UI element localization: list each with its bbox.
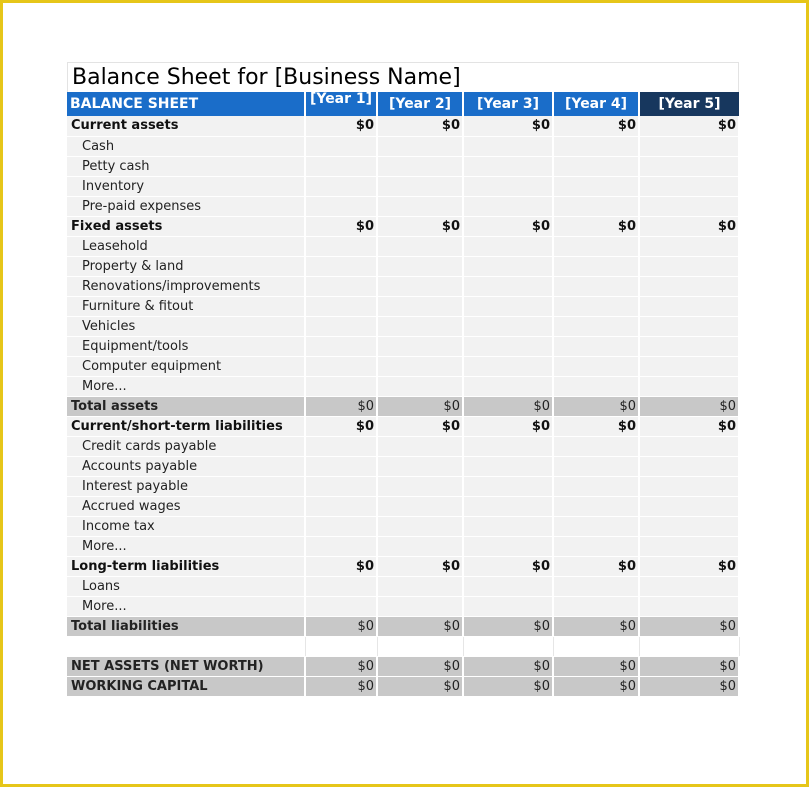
cell-year-1[interactable] [305,316,377,336]
row-label[interactable]: Income tax [67,516,305,536]
cell-year-2[interactable]: $0 [377,116,463,136]
cell-year-1[interactable] [305,376,377,396]
cell-year-5[interactable] [639,516,739,536]
cell-year-5[interactable] [639,476,739,496]
cell-year-3[interactable] [463,176,553,196]
cell-year-4[interactable]: $0 [553,616,639,636]
table-row [67,316,739,336]
cell-year-2[interactable] [377,276,463,296]
cell-year-5[interactable]: $0 [639,396,739,416]
cell-year-5[interactable] [639,576,739,596]
cell-year-3[interactable]: $0 [463,216,553,236]
table-row [67,436,739,456]
header-year-4: [Year 4] [553,92,639,116]
cell-year-5[interactable] [639,436,739,456]
cell-year-3[interactable] [463,196,553,216]
cell-year-4[interactable] [553,436,639,456]
cell-year-3[interactable] [463,596,553,616]
table-row [67,516,739,536]
cell-year-2[interactable]: $0 [377,616,463,636]
table-row [67,216,739,236]
cell-year-1[interactable] [305,576,377,596]
header-year-1: [Year 1] [305,92,377,116]
cell-year-1[interactable] [305,476,377,496]
cell-year-5[interactable] [639,276,739,296]
cell-year-5[interactable] [639,296,739,316]
table-row [67,416,739,436]
cell-year-2[interactable] [377,176,463,196]
cell-year-5[interactable] [639,196,739,216]
table-row [67,496,739,516]
row-label[interactable]: Property & land [67,256,305,276]
table-row [67,596,739,616]
cell-year-2[interactable] [377,316,463,336]
table-row [67,396,739,416]
cell-year-4[interactable] [553,136,639,156]
cell-year-2[interactable] [377,576,463,596]
cell-year-3[interactable] [463,356,553,376]
table-row [67,556,739,576]
header-year-5: [Year 5] [639,92,739,116]
balance-sheet-table [67,92,740,697]
cell-year-4[interactable]: $0 [553,116,639,136]
cell-year-1[interactable]: $0 [305,116,377,136]
cell-year-1[interactable] [305,296,377,316]
cell-year-2[interactable] [377,296,463,316]
table-row [67,236,739,256]
cell-year-4[interactable] [553,636,639,656]
cell-year-3[interactable] [463,376,553,396]
cell-year-3[interactable] [463,576,553,596]
header-row [67,92,739,116]
row-label[interactable] [67,636,305,656]
cell-year-2[interactable]: $0 [377,676,463,696]
cell-year-5[interactable] [639,456,739,476]
cell-year-5[interactable] [639,136,739,156]
cell-year-5[interactable] [639,176,739,196]
cell-year-3[interactable] [463,256,553,276]
row-label[interactable]: Petty cash [67,156,305,176]
cell-year-3[interactable] [463,436,553,456]
cell-year-4[interactable] [553,316,639,336]
cell-year-1[interactable] [305,456,377,476]
row-label[interactable]: Computer equipment [67,356,305,376]
row-label[interactable]: Interest payable [67,476,305,496]
row-label[interactable]: Pre-paid expenses [67,196,305,216]
cell-year-4[interactable] [553,156,639,176]
cell-year-1[interactable]: $0 [305,616,377,636]
row-label[interactable]: Leasehold [67,236,305,256]
cell-year-3[interactable] [463,316,553,336]
cell-year-3[interactable] [463,536,553,556]
cell-year-2[interactable] [377,336,463,356]
cell-year-2[interactable]: $0 [377,656,463,676]
cell-year-2[interactable] [377,236,463,256]
sheet-title: Balance Sheet for [Business Name] [67,62,739,92]
cell-year-1[interactable]: $0 [305,656,377,676]
cell-year-1[interactable] [305,136,377,156]
cell-year-4[interactable]: $0 [553,396,639,416]
cell-year-2[interactable] [377,596,463,616]
table-row [67,276,739,296]
cell-year-2[interactable] [377,476,463,496]
row-label[interactable]: Cash [67,136,305,156]
header-year-2: [Year 2] [377,92,463,116]
cell-year-3[interactable]: $0 [463,656,553,676]
table-row [67,336,739,356]
table-row [67,196,739,216]
cell-year-2[interactable] [377,636,463,656]
row-label[interactable]: Inventory [67,176,305,196]
cell-year-2[interactable] [377,376,463,396]
cell-year-1[interactable] [305,596,377,616]
cell-year-2[interactable] [377,136,463,156]
cell-year-5[interactable]: $0 [639,616,739,636]
cell-year-2[interactable] [377,356,463,376]
cell-year-4[interactable] [553,456,639,476]
cell-year-3[interactable] [463,296,553,316]
cell-year-3[interactable] [463,456,553,476]
cell-year-3[interactable]: $0 [463,396,553,416]
cell-year-3[interactable] [463,336,553,356]
cell-year-4[interactable] [553,536,639,556]
cell-year-1[interactable] [305,516,377,536]
cell-year-4[interactable]: $0 [553,656,639,676]
cell-year-4[interactable] [553,276,639,296]
cell-year-4[interactable] [553,376,639,396]
balance-sheet [67,62,739,697]
cell-year-5[interactable]: $0 [639,116,739,136]
cell-year-5[interactable] [639,636,739,656]
table-row [67,536,739,556]
row-label[interactable]: WORKING CAPITAL [67,676,305,696]
row-label[interactable]: More... [67,376,305,396]
cell-year-3[interactable] [463,156,553,176]
row-label[interactable]: Accrued wages [67,496,305,516]
cell-year-3[interactable] [463,636,553,656]
cell-year-1[interactable]: $0 [305,216,377,236]
row-label[interactable]: Total liabilities [67,616,305,636]
cell-year-2[interactable] [377,536,463,556]
table-row [67,456,739,476]
cell-year-2[interactable]: $0 [377,216,463,236]
cell-year-3[interactable]: $0 [463,616,553,636]
cell-year-4[interactable] [553,176,639,196]
table-row [67,256,739,276]
cell-year-1[interactable] [305,436,377,456]
row-label[interactable]: Current assets [67,116,305,136]
cell-year-1[interactable]: $0 [305,416,377,436]
table-row [67,656,739,676]
table-row [67,116,739,136]
cell-year-2[interactable] [377,196,463,216]
cell-year-4[interactable] [553,496,639,516]
cell-year-4[interactable] [553,256,639,276]
row-label[interactable]: NET ASSETS (NET WORTH) [67,656,305,676]
cell-year-3[interactable] [463,236,553,256]
table-row [67,636,739,656]
table-row [67,176,739,196]
table-body [67,116,739,696]
cell-year-4[interactable] [553,336,639,356]
row-label[interactable]: Loans [67,576,305,596]
row-label[interactable]: More... [67,536,305,556]
cell-year-2[interactable] [377,156,463,176]
cell-year-1[interactable] [305,156,377,176]
cell-year-4[interactable] [553,516,639,536]
cell-year-2[interactable]: $0 [377,396,463,416]
cell-year-4[interactable] [553,596,639,616]
row-label[interactable]: Accounts payable [67,456,305,476]
cell-year-1[interactable] [305,276,377,296]
cell-year-5[interactable] [639,256,739,276]
cell-year-5[interactable]: $0 [639,416,739,436]
cell-year-1[interactable] [305,256,377,276]
cell-year-5[interactable] [639,376,739,396]
cell-year-1[interactable] [305,356,377,376]
row-label[interactable]: Vehicles [67,316,305,336]
cell-year-1[interactable] [305,196,377,216]
cell-year-5[interactable]: $0 [639,216,739,236]
cell-year-5[interactable] [639,356,739,376]
cell-year-5[interactable] [639,316,739,336]
row-label[interactable]: Equipment/tools [67,336,305,356]
cell-year-1[interactable]: $0 [305,676,377,696]
cell-year-5[interactable] [639,536,739,556]
cell-year-4[interactable]: $0 [553,676,639,696]
row-label[interactable]: Current/short-term liabilities [67,416,305,436]
cell-year-1[interactable] [305,176,377,196]
cell-year-2[interactable] [377,496,463,516]
cell-year-3[interactable]: $0 [463,676,553,696]
cell-year-2[interactable] [377,516,463,536]
cell-year-4[interactable] [553,236,639,256]
cell-year-5[interactable] [639,496,739,516]
table-row [67,296,739,316]
cell-year-1[interactable] [305,236,377,256]
table-row [67,356,739,376]
cell-year-5[interactable]: $0 [639,656,739,676]
cell-year-1[interactable] [305,496,377,516]
cell-year-5[interactable]: $0 [639,676,739,696]
cell-year-4[interactable] [553,196,639,216]
cell-year-3[interactable] [463,136,553,156]
table-row [67,576,739,596]
row-label[interactable]: Renovations/improvements [67,276,305,296]
row-label[interactable]: Credit cards payable [67,436,305,456]
row-label[interactable]: Fixed assets [67,216,305,236]
table-row [67,616,739,636]
cell-year-5[interactable] [639,596,739,616]
cell-year-3[interactable] [463,496,553,516]
cell-year-4[interactable] [553,356,639,376]
cell-year-2[interactable]: $0 [377,416,463,436]
row-label[interactable]: Furniture & fitout [67,296,305,316]
cell-year-3[interactable] [463,476,553,496]
cell-year-1[interactable] [305,636,377,656]
cell-year-1[interactable]: $0 [305,556,377,576]
header-label: BALANCE SHEET [67,92,305,116]
cell-year-4[interactable]: $0 [553,416,639,436]
cell-year-4[interactable] [553,576,639,596]
row-label[interactable]: More... [67,596,305,616]
cell-year-4[interactable] [553,296,639,316]
row-label[interactable]: Total assets [67,396,305,416]
cell-year-5[interactable] [639,336,739,356]
cell-year-4[interactable] [553,476,639,496]
cell-year-3[interactable]: $0 [463,556,553,576]
cell-year-1[interactable]: $0 [305,396,377,416]
table-row [67,476,739,496]
row-label[interactable]: Long-term liabilities [67,556,305,576]
cell-year-1[interactable] [305,536,377,556]
table-row [67,136,739,156]
cell-year-2[interactable] [377,436,463,456]
cell-year-3[interactable] [463,276,553,296]
cell-year-2[interactable] [377,456,463,476]
cell-year-3[interactable]: $0 [463,416,553,436]
table-row [67,376,739,396]
cell-year-1[interactable] [305,336,377,356]
cell-year-2[interactable]: $0 [377,556,463,576]
cell-year-5[interactable]: $0 [639,556,739,576]
cell-year-3[interactable] [463,516,553,536]
cell-year-5[interactable] [639,156,739,176]
cell-year-5[interactable] [639,236,739,256]
cell-year-3[interactable]: $0 [463,116,553,136]
table-row [67,676,739,696]
cell-year-4[interactable]: $0 [553,216,639,236]
table-row [67,156,739,176]
header-year-3: [Year 3] [463,92,553,116]
cell-year-2[interactable] [377,256,463,276]
cell-year-4[interactable]: $0 [553,556,639,576]
